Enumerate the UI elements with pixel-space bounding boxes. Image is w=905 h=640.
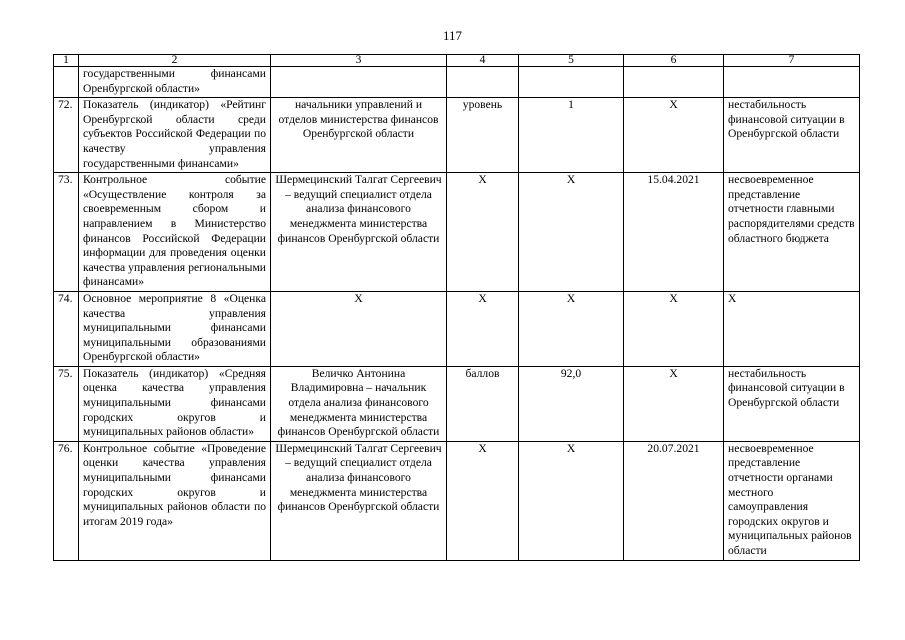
responsible-cell: [271, 67, 447, 98]
item-name-cell: Показатель (индикатор) «Средняя оценка качества управления муниципальными финансами городских округов и муниципальных районов области»: [79, 366, 271, 441]
unit-cell: Х: [447, 441, 519, 560]
risk-cell: [724, 67, 860, 98]
item-name-cell: Основное мероприятие 8 «Оценка качества управления муниципальными финансами муниципальными образованиями Оренбургской области»: [79, 291, 271, 366]
deadline-cell: 15.04.2021: [624, 173, 724, 292]
column-number: 3: [271, 55, 447, 67]
row-number-cell: 72.: [54, 98, 79, 173]
value-cell: 1: [519, 98, 624, 173]
column-number-row: [54, 55, 860, 67]
value-cell: Х: [519, 173, 624, 292]
table-row: [54, 291, 860, 366]
column-number: 4: [447, 55, 519, 67]
risk-cell: несвоевременное представление отчетности органами местного самоуправления городских округов и муниципальных районов области: [724, 441, 860, 560]
value-cell: [519, 67, 624, 98]
responsible-cell: Х: [271, 291, 447, 366]
page-number: 117: [442, 28, 463, 43]
item-name-cell: Контрольное событие «Проведение оценки качества управления муниципальными финансами городских округов и муниципальных районов области по итогам 2019 года»: [79, 441, 271, 560]
measures-table: [53, 54, 860, 561]
deadline-cell: [624, 67, 724, 98]
responsible-cell: Шермецинский Талгат Сергеевич – ведущий специалист отдела анализа финансового менеджмента министерства финансов Оренбургской области: [271, 441, 447, 560]
risk-cell: Х: [724, 291, 860, 366]
unit-cell: Х: [447, 291, 519, 366]
value-cell: Х: [519, 441, 624, 560]
deadline-cell: Х: [624, 366, 724, 441]
unit-cell: баллов: [447, 366, 519, 441]
column-number: 6: [624, 55, 724, 67]
table-row: [54, 98, 860, 173]
risk-cell: нестабильность финансовой ситуации в Оренбургской области: [724, 98, 860, 173]
item-name-cell: Контрольное событие «Осуществление контроля за своевременным сбором и направлением в Министерство финансов Российской Федерации информации для проведения оценки качества управления региональными финансами»: [79, 173, 271, 292]
unit-cell: Х: [447, 173, 519, 292]
unit-cell: [447, 67, 519, 98]
row-number-cell: 73.: [54, 173, 79, 292]
column-number: 5: [519, 55, 624, 67]
table-header: [54, 55, 860, 67]
item-name-cell: государственными финансами Оренбургской области»: [79, 67, 271, 98]
column-number: 7: [724, 55, 860, 67]
deadline-cell: 20.07.2021: [624, 441, 724, 560]
column-number: 1: [54, 55, 79, 67]
row-number-cell: 74.: [54, 291, 79, 366]
unit-cell: уровень: [447, 98, 519, 173]
value-cell: 92,0: [519, 366, 624, 441]
deadline-cell: Х: [624, 291, 724, 366]
risk-cell: нестабильность финансовой ситуации в Оренбургской области: [724, 366, 860, 441]
item-name-cell: Показатель (индикатор) «Рейтинг Оренбургской области среди субъектов Российской Федерации по качеству управления государственными финансами»: [79, 98, 271, 173]
column-number: 2: [79, 55, 271, 67]
table-row: [54, 173, 860, 292]
table-body: [54, 67, 860, 561]
responsible-cell: Шермецинский Талгат Сергеевич – ведущий специалист отдела анализа финансового менеджмента министерства финансов Оренбургской области: [271, 173, 447, 292]
row-number-cell: [54, 67, 79, 98]
table-row: [54, 67, 860, 98]
table-row: [54, 366, 860, 441]
responsible-cell: начальники управлений и отделов министерства финансов Оренбургской области: [271, 98, 447, 173]
responsible-cell: Величко Антонина Владимировна – начальник отдела анализа финансового менеджмента министерства финансов Оренбургской области: [271, 366, 447, 441]
deadline-cell: Х: [624, 98, 724, 173]
value-cell: Х: [519, 291, 624, 366]
row-number-cell: 75.: [54, 366, 79, 441]
risk-cell: несвоевременное представление отчетности главными распорядителями средств областного бюджета: [724, 173, 860, 292]
table-row: [54, 441, 860, 560]
row-number-cell: 76.: [54, 441, 79, 560]
